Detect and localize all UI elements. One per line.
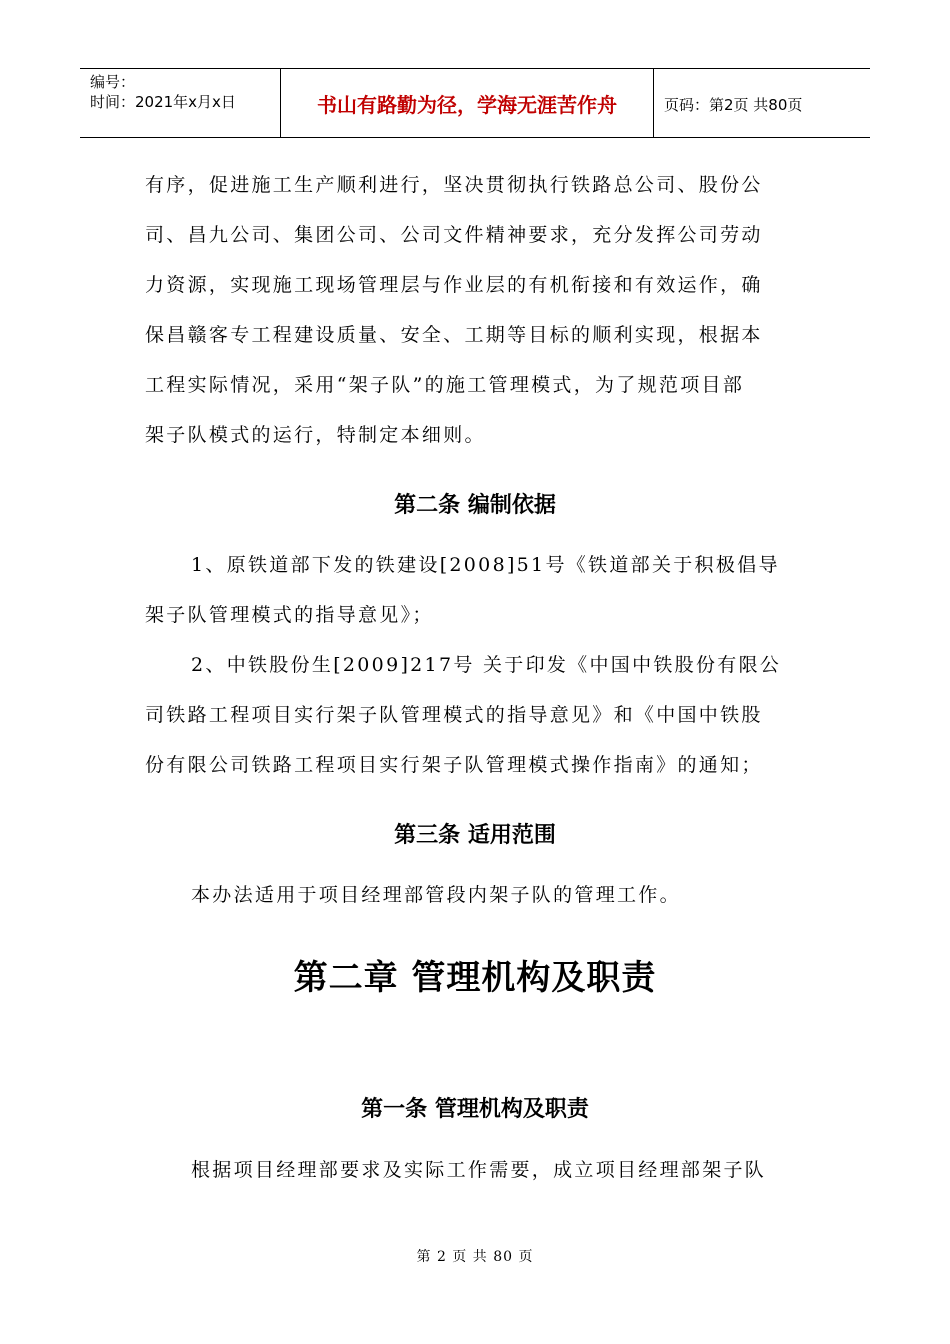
paragraph-line: 司、昌九公司、集团公司、公司文件精神要求，充分发挥公司劳动 (145, 224, 763, 246)
paragraph-line: 有序，促进施工生产顺利进行，坚决贯彻执行铁路总公司、股份公 (145, 174, 763, 196)
section-1-heading: 第一条 管理机构及职责 (361, 1097, 589, 1122)
item-line: 份有限公司铁路工程项目实行架子队管理模式操作指南》的通知； (145, 754, 763, 776)
item-line: 2、中铁股份生[2009]217号 关于印发《中国中铁股份有限公 (191, 654, 782, 676)
page-footer: 第 2 页 共 80 页 (416, 1249, 534, 1265)
paragraph-line: 力资源，实现施工现场管理层与作业层的有机衔接和有效运作，确 (145, 274, 763, 296)
section1-text: 根据项目经理部要求及实际工作需要，成立项目经理部架子队 (191, 1159, 767, 1181)
header-motto: 书山有路勤为径，学海无涯苦作舟 (280, 69, 654, 137)
number-label: 编号： (90, 73, 136, 91)
scope-text: 本办法适用于项目经理部管段内架子队的管理工作。 (191, 884, 681, 906)
page-header (80, 68, 870, 138)
chapter-heading: 第二章 管理机构及职责 (293, 958, 657, 998)
item-line: 架子队管理模式的指导意见》； (145, 604, 434, 626)
section-2-heading: 第二条 编制依据 (394, 493, 556, 518)
paragraph-line: 保昌赣客专工程建设质量、安全、工期等目标的顺利实现，根据本 (145, 324, 763, 346)
date-label: 时间：2021年x月x日 (90, 93, 236, 111)
item-line: 1、原铁道部下发的铁建设[2008]51号《铁道部关于积极倡导 (191, 554, 780, 576)
item-line: 司铁路工程项目实行架子队管理模式的指导意见》和《中国中铁股 (145, 704, 763, 726)
paragraph-line: 工程实际情况，采用“架子队”的施工管理模式，为了规范项目部 (145, 374, 745, 396)
section-3-heading: 第三条 适用范围 (394, 823, 556, 848)
header-page-info: 页码：第2页 共80页 (664, 96, 803, 114)
header-meta (80, 69, 280, 137)
paragraph-line: 架子队模式的运行，特制定本细则。 (145, 424, 486, 446)
